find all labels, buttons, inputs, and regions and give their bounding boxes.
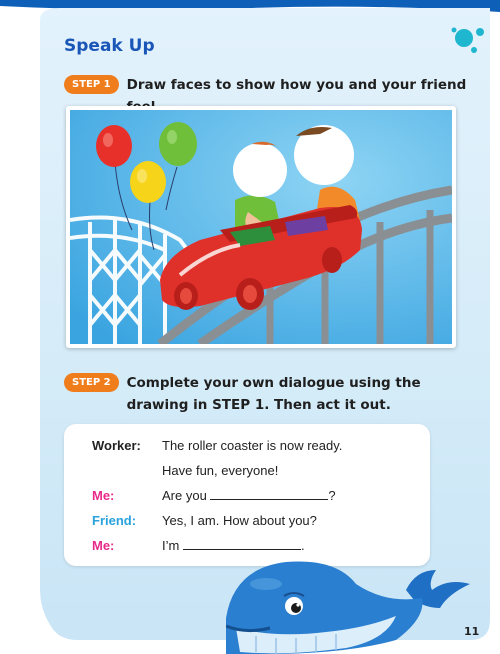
dialogue-text-after: . (300, 538, 305, 553)
dialogue-text-before: Are you (162, 488, 211, 503)
illustration-svg (70, 110, 452, 344)
speaker-worker: Worker: (92, 438, 141, 453)
dialogue-text: The roller coaster is now ready. (162, 438, 343, 453)
page-title: Speak Up (64, 36, 155, 56)
dialogue-text-after: ? (328, 488, 336, 503)
dialogue-text: Have fun, everyone! (162, 463, 279, 478)
page-number: 11 (464, 625, 480, 638)
speaker-friend: Friend: (92, 513, 137, 528)
dialogue-text (162, 488, 336, 504)
dialogue-box (64, 424, 430, 566)
speaker-me: Me: (92, 538, 115, 553)
whale-illustration (226, 548, 476, 654)
step-2-instruction (64, 372, 464, 416)
step-1-badge: STEP 1 (64, 75, 119, 94)
dialogue-text: Yes, I am. How about you? (162, 513, 317, 528)
dialogue-text-before: I’m (162, 538, 183, 553)
decorative-dots (446, 18, 496, 58)
step-2-badge: STEP 2 (64, 373, 119, 392)
answer-blank[interactable] (210, 488, 328, 500)
speaker-me: Me: (92, 488, 115, 503)
step-2-text: Complete your own dialogue using the drawing in STEP 1. Then act it out. (126, 375, 421, 413)
roller-coaster-illustration (66, 106, 456, 348)
step-1-text: Draw faces to show how you and your friend (126, 77, 467, 93)
